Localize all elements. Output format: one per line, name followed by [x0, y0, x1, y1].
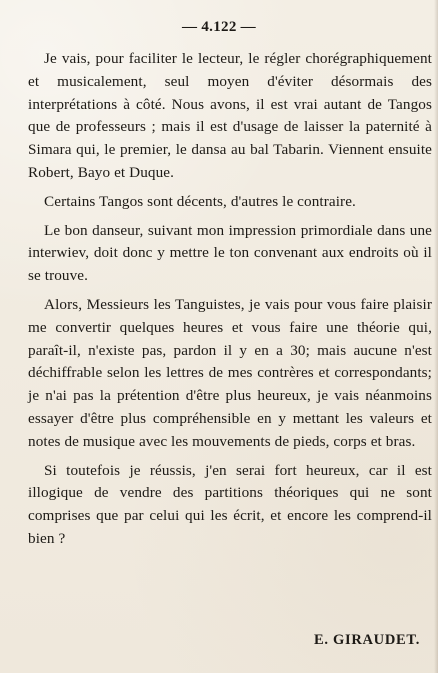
page-number-header: — 4.122 — — [182, 19, 256, 35]
author-signature: E. GIRAUDET. — [314, 632, 421, 648]
paragraph-5: Si toutefois je réussis, j'en serai fort heureux, car il est illogique de vendre des partitions théoriques qui ne sont comprises que par celui qui les écrit, et encore les comprend-il bien ? — [28, 461, 432, 547]
paragraph-3: Le bon danseur, suivant mon impression primordiale dans une interwiev, doit donc y mettre le ton convenant aux endroits où il se trouve. — [28, 221, 432, 285]
body-text — [28, 48, 432, 557]
paragraph-1: Je vais, pour faciliter le lecteur, le régler chorégraphiquement et musicalement, seul moyen d'éviter désormais des interprétations à côté. Nous avons, il est vrai autant de Tangos que de professeurs ; mais il est d'usage de laisser la paternité à Simara qui, le premier, le dansa au bal Tabarin. Viennent ensuite Robert, Bayo et Duque. — [28, 50, 432, 181]
paragraph-4: Alors, Messieurs les Tanguistes, je vais pour vous faire plaisir me convertir quelques heures et vous faire une théorie qui, paraît-il, n'existe pas, pardon il y en a 30; mais aucune n'est déchiffrable selon les lettres de mes contrères et correspondants; je n'ai pas la prétention d'être plus heureux, je vais néanmoins essayer d'être plus compréhensible en y mettant les valeurs et notes de musique avec les mouvements de pieds, corps et bras. — [28, 295, 432, 450]
page-edge-shadow — [434, 0, 438, 673]
paragraph-2: Certains Tangos sont décents, d'autres le contraire. — [44, 192, 356, 210]
